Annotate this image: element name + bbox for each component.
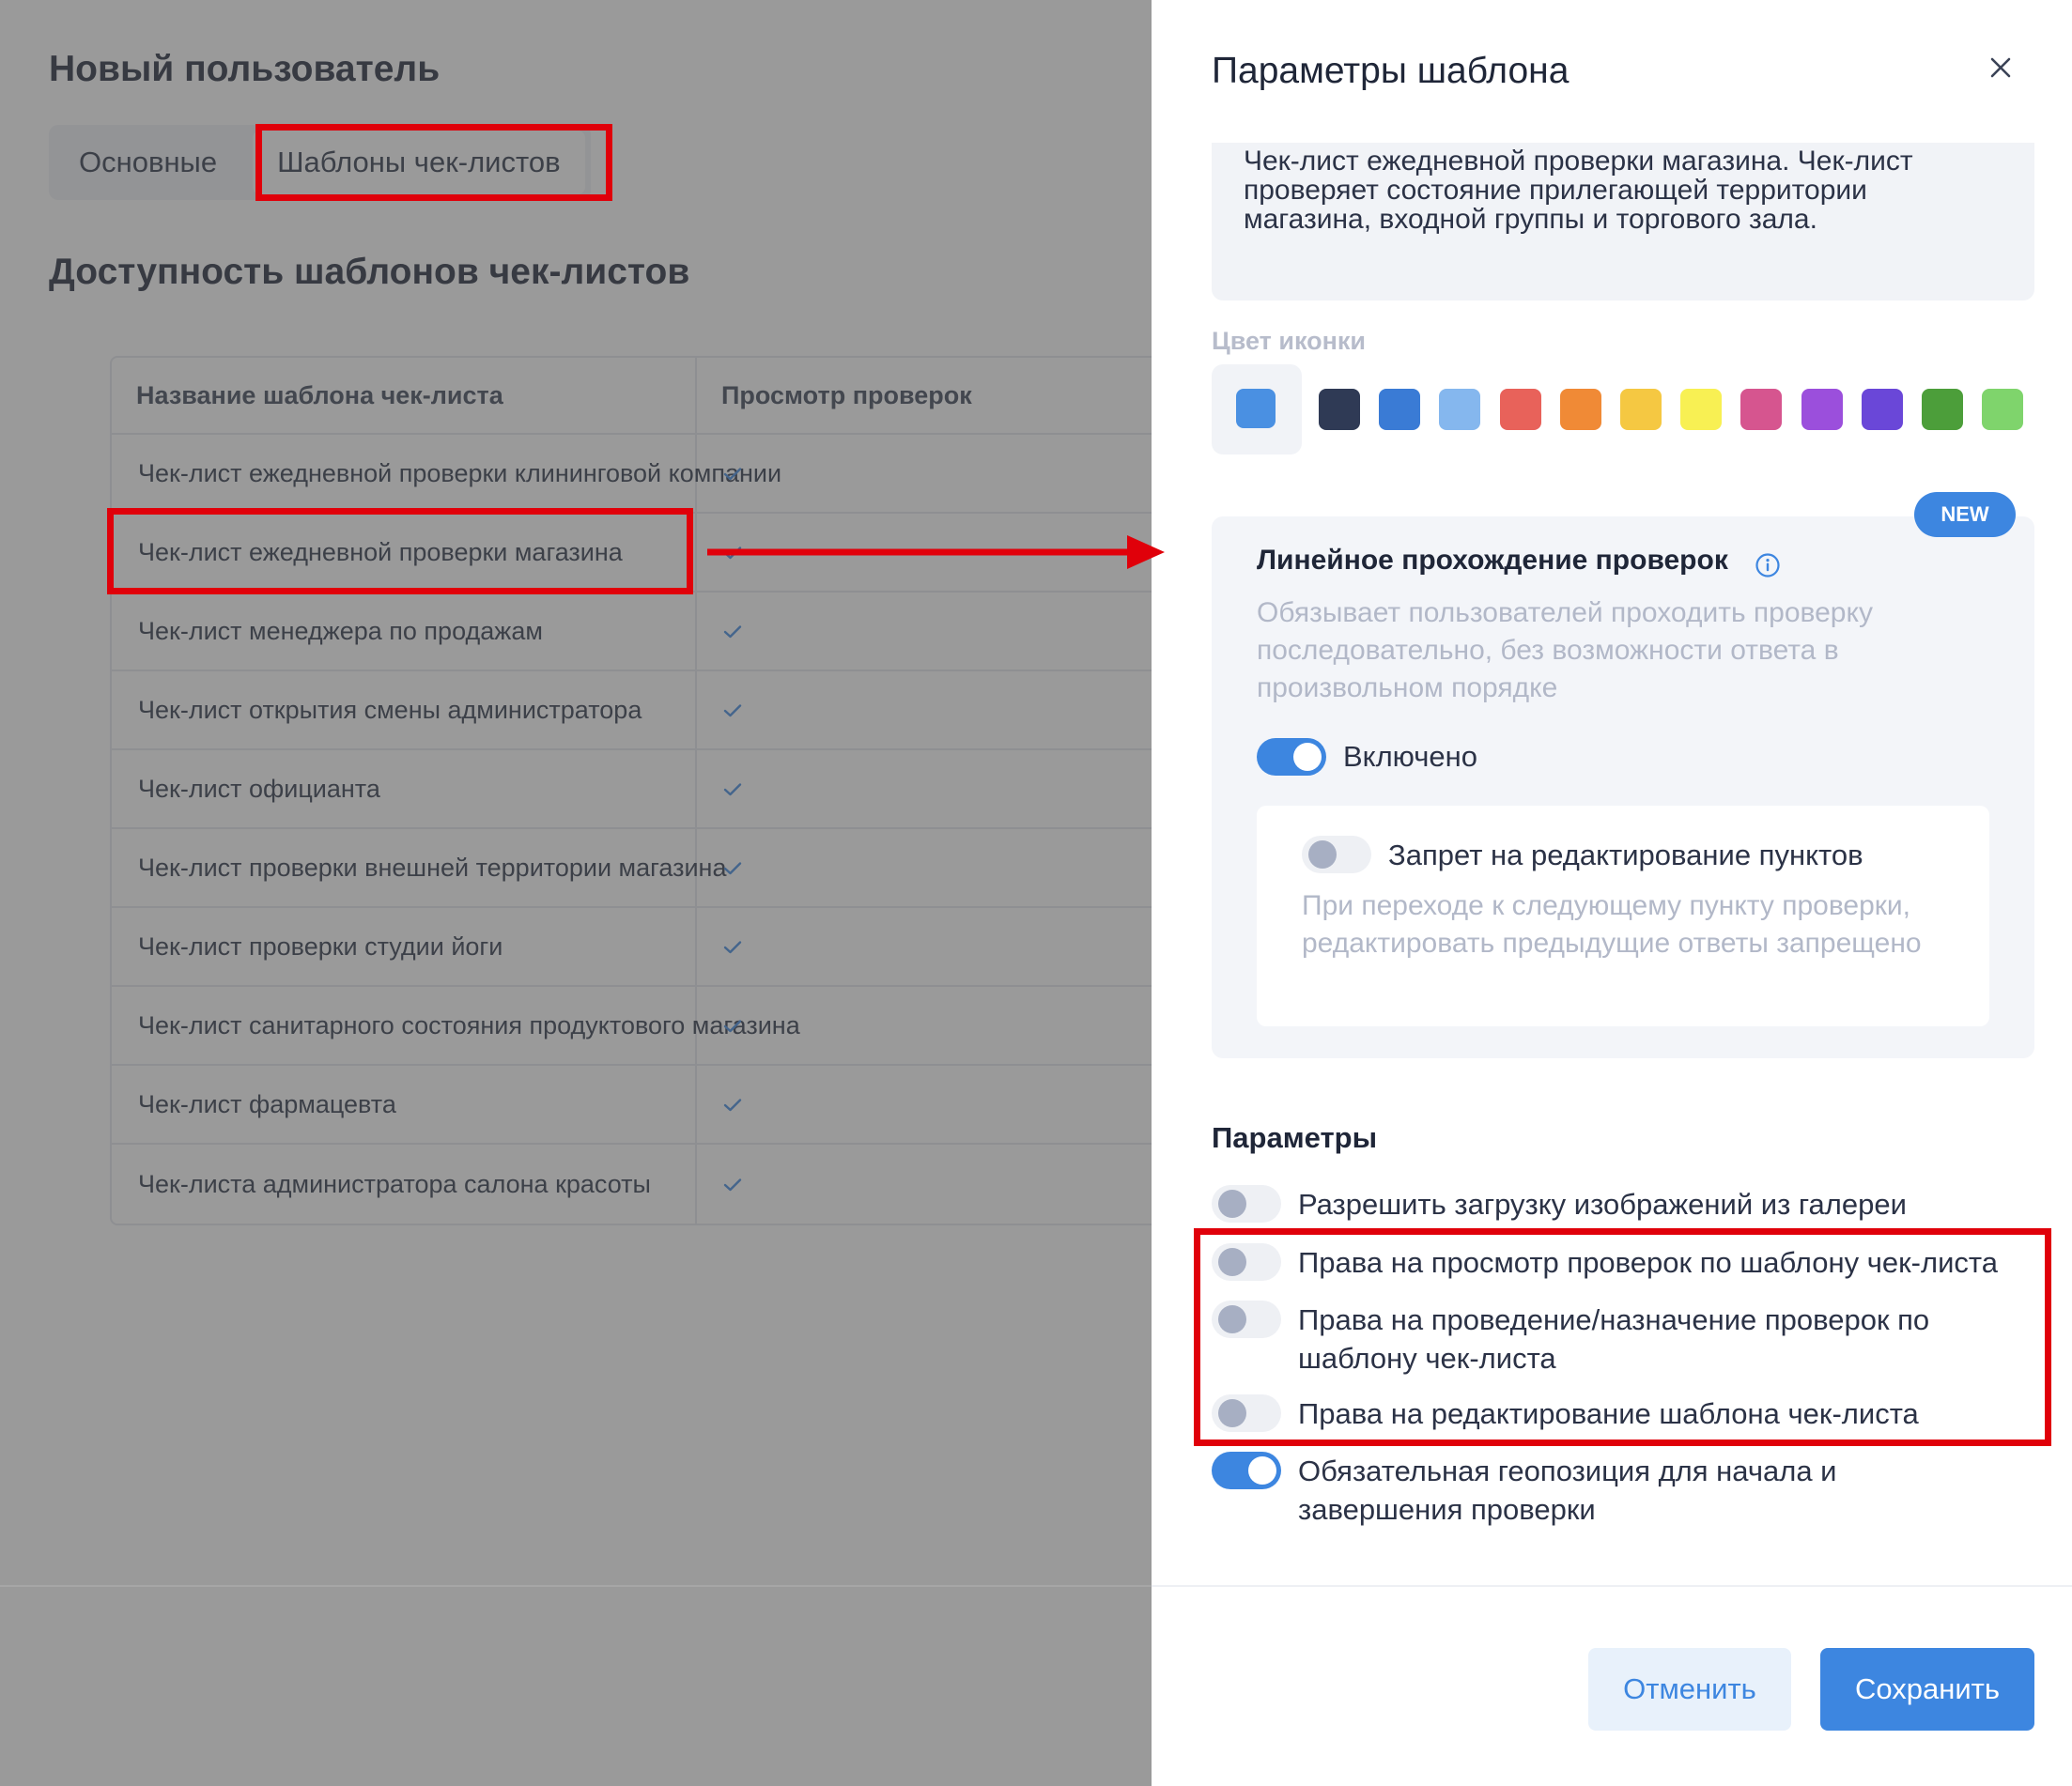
color-swatch[interactable] [1500, 389, 1541, 430]
close-icon[interactable] [1984, 51, 2018, 85]
linear-walkthrough-description: Обязывает пользователей проходить проверку последовательно, без возможности ответа в произвольном порядке [1257, 597, 1873, 703]
params-title: Параметры [1212, 1121, 1378, 1154]
color-swatch[interactable] [1982, 389, 2023, 430]
color-swatch[interactable] [1620, 389, 1662, 430]
forbid-edit-label: Запрет на редактирование пунктов [1388, 839, 1863, 871]
toggle-knob [1293, 743, 1322, 771]
info-icon[interactable] [1755, 552, 1781, 578]
cancel-button[interactable]: Отменить [1588, 1648, 1791, 1731]
save-button[interactable]: Сохранить [1820, 1648, 2034, 1731]
view-rights-label: Права на просмотр проверок по шаблону чек-листа [1298, 1246, 1998, 1279]
conduct-rights-label: Права на проведение/назначение проверок по шаблону чек-листа [1298, 1303, 1930, 1375]
linear-walkthrough-toggle-label: Включено [1343, 740, 1477, 773]
color-swatch[interactable] [1560, 389, 1601, 430]
toggle-knob [1308, 840, 1337, 869]
selected-color-preview[interactable] [1212, 364, 1302, 454]
page-footer-divider [0, 1585, 1152, 1587]
color-swatch[interactable] [1922, 389, 1963, 430]
color-swatch[interactable] [1801, 389, 1843, 430]
annotation-box-store-checklist-row [107, 508, 693, 594]
color-swatch[interactable] [1379, 389, 1420, 430]
drawer-title: Параметры шаблона [1212, 51, 1569, 91]
geolocation-label: Обязательная геопозиция для начала и завершения проверки [1298, 1455, 1837, 1526]
icon-color-label: Цвет иконки [1212, 327, 1367, 355]
toggle-knob [1248, 1456, 1276, 1485]
allow-gallery-upload-label: Разрешить загрузку изображений из галереи [1298, 1188, 1907, 1221]
color-swatch[interactable] [1862, 389, 1903, 430]
linear-walkthrough-toggle[interactable] [1257, 738, 1326, 776]
edit-rights-label: Права на редактирование шаблона чек-листа [1298, 1397, 1919, 1430]
template-description: Чек-лист ежедневной проверки магазина. Чек-лист проверяет состояние прилегающей территории магазина, входной группы и торгового зала. [1212, 143, 2034, 300]
linear-walkthrough-title: Линейное прохождение проверок [1257, 545, 1728, 576]
color-swatch[interactable] [1319, 389, 1360, 430]
color-swatch[interactable] [1740, 389, 1782, 430]
forbid-edit-toggle[interactable] [1302, 836, 1371, 873]
toggle-knob [1218, 1190, 1246, 1218]
allow-gallery-upload-toggle[interactable] [1212, 1185, 1281, 1223]
geolocation-toggle[interactable] [1212, 1452, 1281, 1489]
color-swatch[interactable] [1439, 389, 1480, 430]
drawer-footer-divider [1152, 1585, 2072, 1587]
annotation-box-templates-tab [255, 124, 612, 201]
color-swatch[interactable] [1680, 389, 1722, 430]
forbid-edit-description: При переходе к следующему пункту проверки, редактировать предыдущие ответы запрещено [1302, 890, 1922, 959]
annotation-box-rights-params [1194, 1228, 2051, 1446]
new-badge: NEW [1914, 492, 2016, 537]
selected-color-swatch [1236, 389, 1276, 428]
